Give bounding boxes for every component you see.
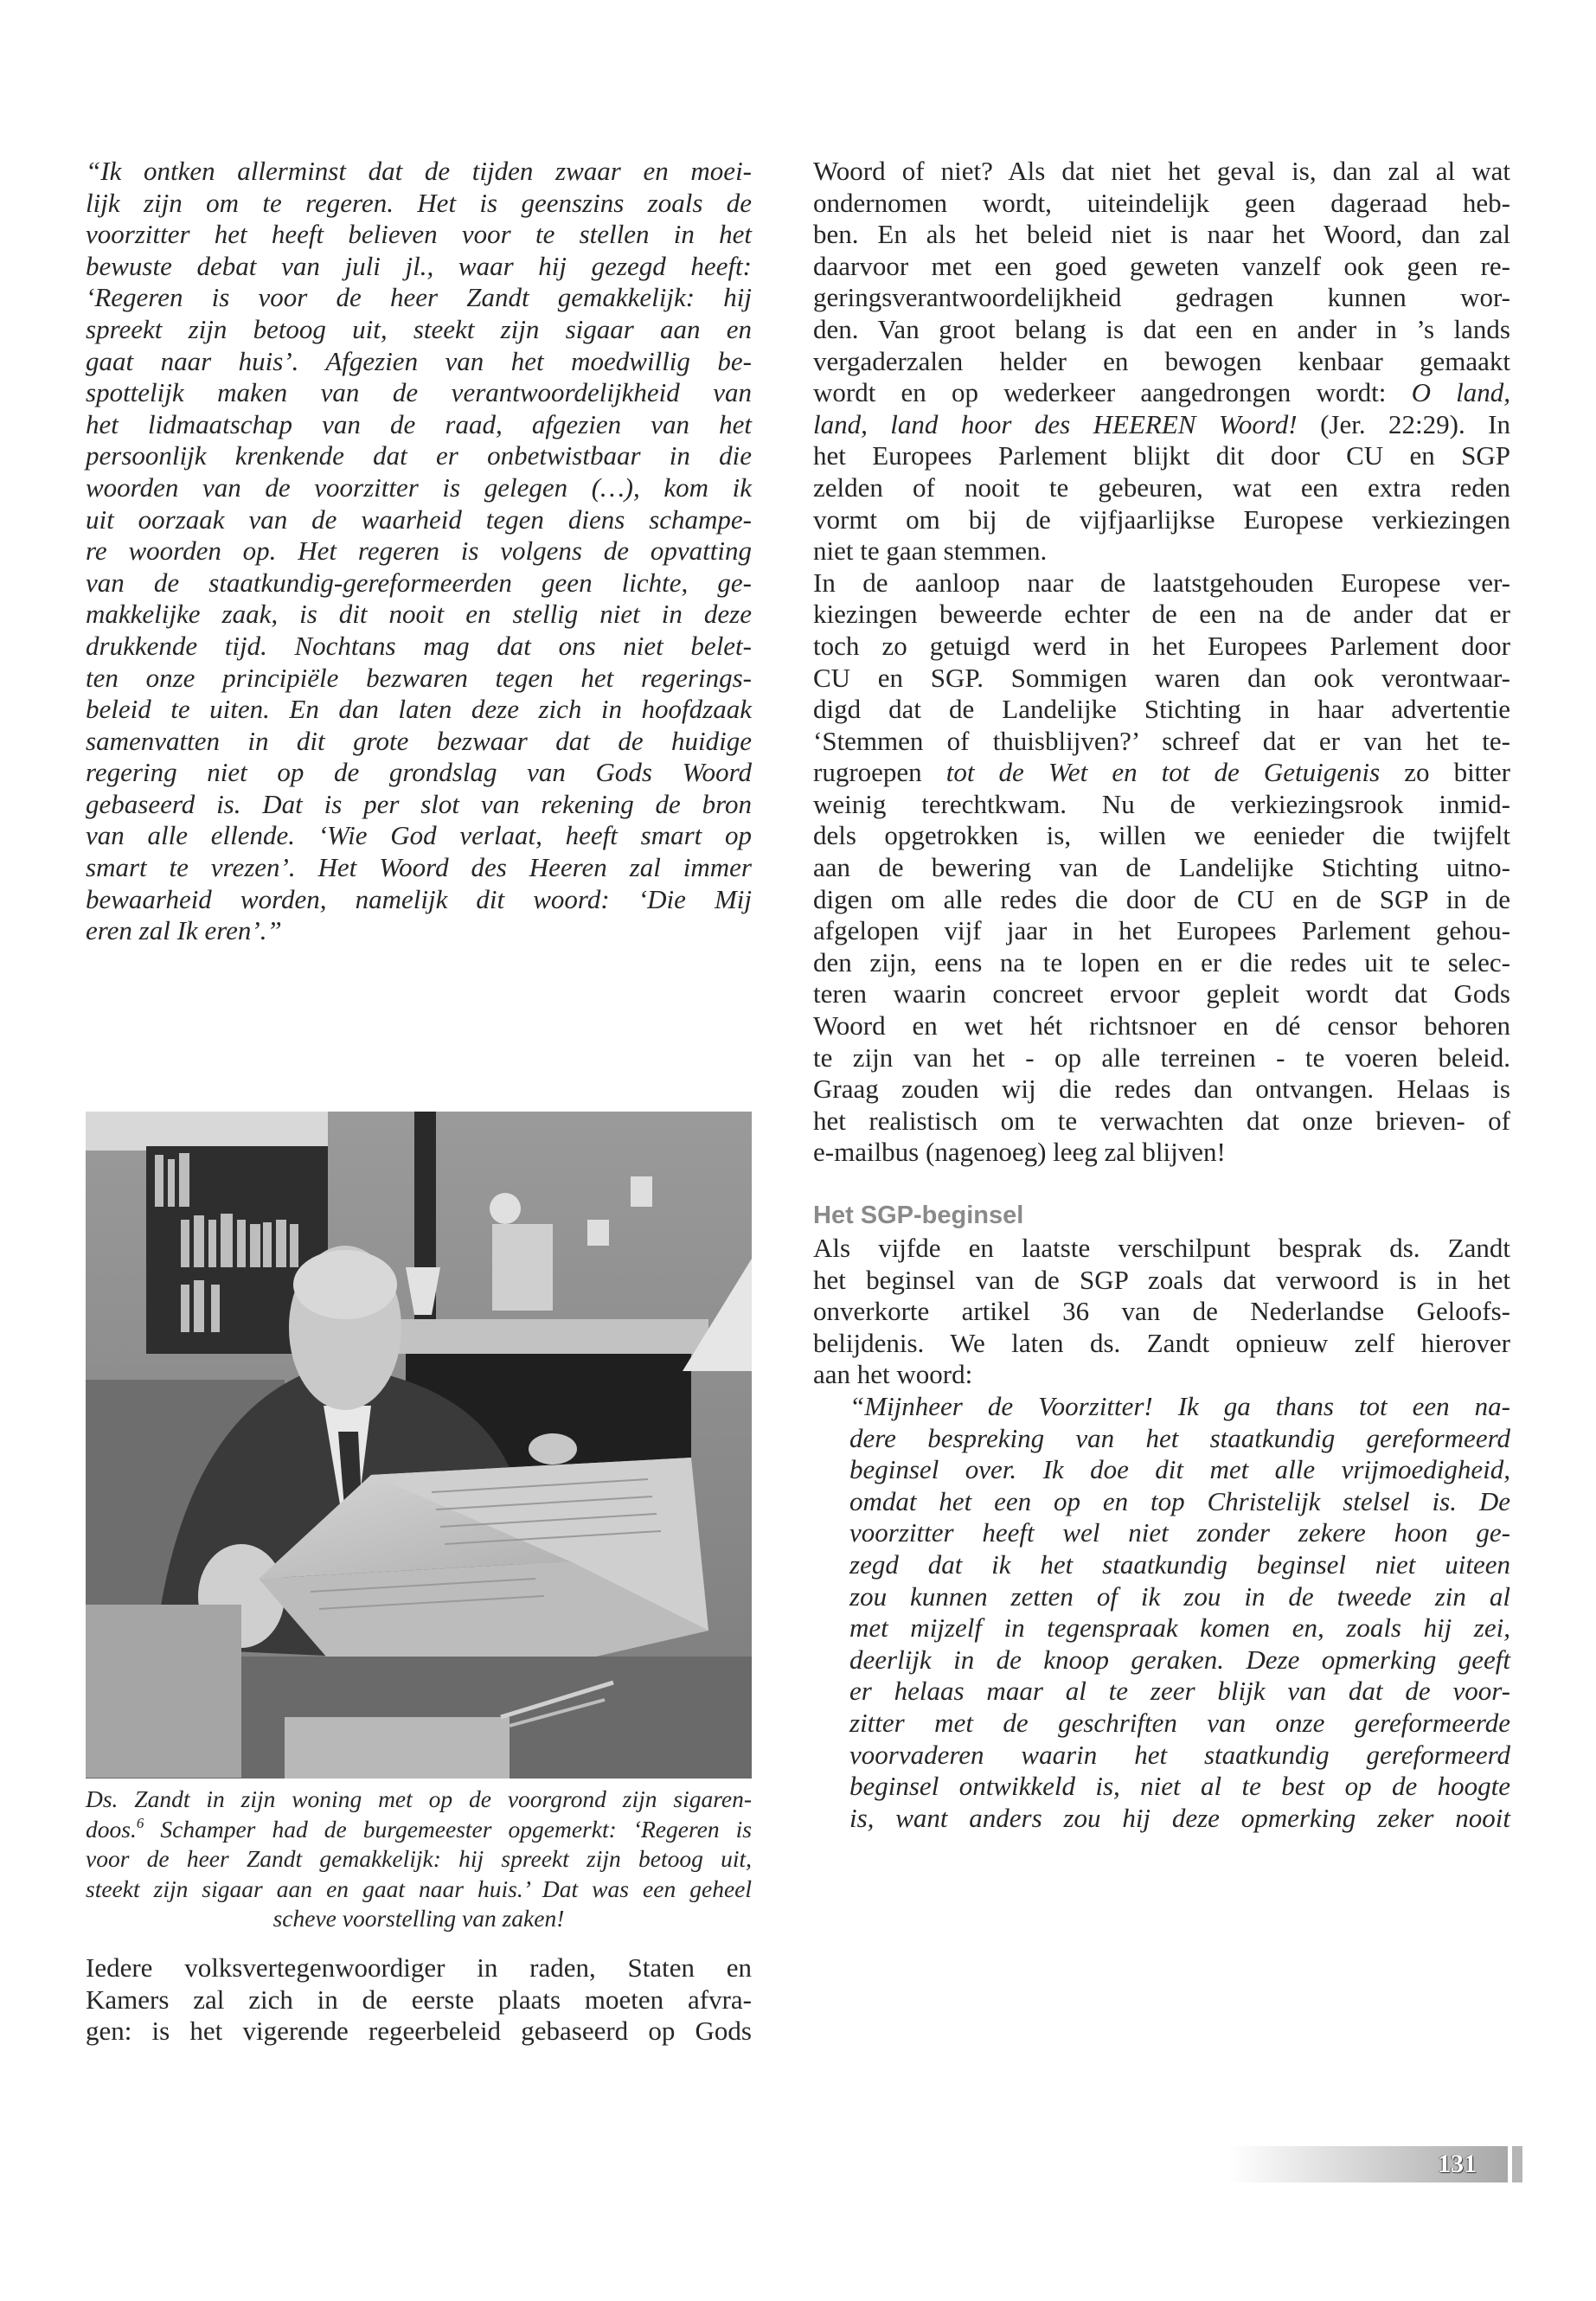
- text-line: ben. En als het beleid niet is naar het Woord, dan zal: [813, 219, 1510, 250]
- text-line: dere bespreking van het staatkundig gereformeerd: [849, 1422, 1510, 1453]
- text-line: het lidmaatschap van de raad, afgezien van het: [86, 408, 752, 439]
- text-line: re woorden op. Het regeren is volgens de opvatting: [86, 535, 752, 567]
- text-line: ‘Regeren is voor de heer Zandt gemakkelijk: hij: [86, 282, 752, 313]
- text-line: e-mailbus (nagenoeg) leeg zal blijven!: [813, 1137, 1226, 1168]
- text-line: voorzitter heeft wel niet zonder zekere hoon ge-: [849, 1517, 1510, 1548]
- photo-ds-zandt: [86, 1112, 752, 1779]
- text-line: [813, 409, 1510, 441]
- paragraph-3: [813, 1233, 1510, 1391]
- text-line: beginsel over. Ik doe dit met alle vrijmoedigheid,: [849, 1454, 1510, 1485]
- text-line: digen om alle redes die door de CU en de SGP in de: [813, 883, 1510, 914]
- page-number: 131: [1438, 2150, 1477, 2178]
- text-line: daarvoor met een goed geweten vanzelf ook geen re-: [813, 250, 1510, 281]
- section-heading: Het SGP-beginsel: [813, 1202, 1024, 1229]
- text-line: is, want anders zou hij deze opmerking zeker nooit: [849, 1802, 1510, 1833]
- text-line: bewuste debat van juli jl., waar hij gezegd heeft:: [86, 250, 752, 281]
- text-line: eren zal Ik eren’.”: [86, 915, 282, 946]
- photo-illustration: [86, 1112, 752, 1779]
- text-line: zitter met de geschriften van onze gereformeerde: [849, 1707, 1510, 1738]
- text-line: [813, 757, 1510, 789]
- text-line: Graag zouden wij die redes dan ontvangen. Helaas is: [813, 1074, 1510, 1105]
- text-line: aan het woord:: [813, 1359, 973, 1390]
- text-line: van alle ellende. ‘Wie God verlaat, heeft smart op: [86, 820, 752, 851]
- text-line: niet te gaan stemmen.: [813, 535, 1048, 567]
- photo-caption: [86, 1785, 752, 1934]
- text-line: belijdenis. We laten ds. Zandt opnieuw zelf hierover: [813, 1327, 1510, 1358]
- text-line: woorden van de voorzitter is gelegen (…), kom ik: [86, 471, 752, 503]
- paragraph-1: [813, 156, 1510, 567]
- text-line: beginsel ontwikkeld is, niet al te best op de hoogte: [849, 1771, 1510, 1802]
- text-line: uit oorzaak van de waarheid tegen diens schampe-: [86, 503, 752, 535]
- text-line: voorzitter het heeft believen voor te stellen in het: [86, 219, 752, 250]
- text-line: beleid te uiten. En dan laten deze zich in hoofdzaak: [86, 694, 752, 725]
- text-line: lijk zijn om te regeren. Het is geenszins zoals de: [86, 187, 752, 218]
- text-line: spottelijk maken van de verantwoordelijkheid van: [86, 377, 752, 408]
- text-line: zou kunnen zetten of ik zou in de tweede zin al: [849, 1580, 1510, 1612]
- text-line: samenvatten in dit grote bezwaar dat de huidige: [86, 725, 752, 756]
- text-line: het Europees Parlement blijkt dit door CU en SGP: [813, 440, 1510, 471]
- bible-quote: land, land hoor des HEEREN Woord!: [813, 408, 1298, 439]
- text-line: Woord of niet? Als dat niet het geval is, dan zal al wat: [813, 156, 1510, 186]
- right-quote-block: [813, 1391, 1510, 1834]
- text-line: het realistisch om te verwachten dat onze brieven- of: [813, 1105, 1510, 1136]
- text-line: ‘Stemmen of thuisblijven?’ schreef dat er van het te-: [813, 725, 1510, 756]
- text-line: het beginsel van de SGP zoals dat verwoord is in het: [813, 1264, 1510, 1295]
- text-line: den zijn, eens na te lopen en er die redes uit te selec-: [813, 946, 1510, 977]
- text-line: deerlijk in de knoop geraken. Deze opmerking geeft: [849, 1644, 1510, 1675]
- left-quote-block: [86, 156, 752, 947]
- text-line: afgelopen vijf jaar in het Europees Parlement gehou-: [813, 915, 1510, 946]
- text-line: er helaas maar al te zeer blijk van dat de voor-: [849, 1676, 1510, 1707]
- caption-line: Ds. Zandt in zijn woning met op de voorgrond zijn sigaren-: [86, 1785, 752, 1812]
- text-line: gen: is het vigerende regeerbeleid gebaseerd op Gods: [86, 2016, 752, 2047]
- left-body-paragraph: [86, 1952, 752, 2048]
- text-line: drukkende tijd. Nochtans mag dat ons niet belet-: [86, 630, 752, 661]
- text-line: CU en SGP. Sommigen waren dan ook verontwaar-: [813, 662, 1510, 693]
- text-line: te zijn van het - op alle terreinen - te voeren beleid.: [813, 1042, 1510, 1073]
- text-run: zo bitter: [1380, 757, 1510, 788]
- text-line: spreekt zijn betoog uit, steekt zijn sigaar aan en: [86, 313, 752, 344]
- text-line: gebaseerd is. Dat is per slot van rekening de bron: [86, 788, 752, 819]
- paragraph-2: [813, 567, 1510, 1169]
- text-line: ten onze principiële bezwaren tegen het regerings-: [86, 662, 752, 693]
- text-line: met mijzelf in tegenspraak komen en, zoals hij zei,: [849, 1612, 1510, 1644]
- text-line: weinig terechtkwam. Nu de verkiezingsrook inmid-: [813, 788, 1510, 819]
- text-run: rugroepen: [813, 757, 946, 788]
- text-line: toch zo getuigd werd in het Europees Parlement door: [813, 630, 1510, 661]
- text-line: zelden of nooit te gebeuren, wat een extra reden: [813, 471, 1510, 503]
- text-line: [813, 377, 1510, 409]
- text-run: wordt en op wederkeer aangedrongen wordt:: [813, 377, 1412, 408]
- text-line: makkelijke zaak, is dit nooit en stellig niet in deze: [86, 599, 752, 630]
- text-line: voorvaderen waarin het staatkundig gereformeerd: [849, 1739, 1510, 1770]
- text-line: persoonlijk krenkende dat er onbetwistbaar in die: [86, 440, 752, 471]
- bible-quote: O land,: [1411, 377, 1510, 408]
- caption-line: [86, 1815, 752, 1845]
- caption-text: doos.: [86, 1815, 137, 1843]
- text-line: Als vijfde en laatste verschilpunt besprak ds. Zandt: [813, 1233, 1510, 1263]
- footer-accent-block: [1512, 2146, 1522, 2182]
- text-line: geringsverantwoordelijkheid gedragen kunnen wor-: [813, 282, 1510, 313]
- text-line: vormt om bij de vijfjaarlijkse Europese verkiezingen: [813, 503, 1510, 535]
- caption-line: voor de heer Zandt gemakkelijk: hij spreekt zijn betoog uit,: [86, 1845, 752, 1872]
- caption-line: steekt zijn sigaar aan en gaat naar huis.’ Dat was een geheel: [86, 1875, 752, 1902]
- caption-line: scheve voorstelling van zaken!: [272, 1905, 565, 1932]
- text-line: ondernomen wordt, uiteindelijk geen dageraad heb-: [813, 187, 1510, 218]
- text-line: teren waarin concreet ervoor gepleit wordt dat Gods: [813, 978, 1510, 1009]
- page-footer-bar: [1228, 2146, 1508, 2182]
- text-line: In de aanloop naar de laatstgehouden Europese ver-: [813, 567, 1510, 598]
- text-line: van de staatkundig-gereformeerden geen lichte, ge-: [86, 567, 752, 598]
- caption-text: Schamper had de burgemeester opgemerkt: ‘Regeren is: [144, 1815, 752, 1843]
- text-line: kiezingen beweerde echter de een na de ander dat er: [813, 599, 1510, 630]
- text-line: zegd dat ik het staatkundig beginsel niet uiteen: [849, 1548, 1510, 1580]
- text-line: smart te vrezen’. Het Woord des Heeren zal immer: [86, 852, 752, 883]
- text-line: digd dat de Landelijke Stichting in haar advertentie: [813, 694, 1510, 725]
- text-line: omdat het een op en top Christelijk stelsel is. De: [849, 1485, 1510, 1516]
- text-line: “Mijnheer de Voorzitter! Ik ga thans tot een na-: [849, 1390, 1510, 1421]
- text-run: (Jer. 22:29). In: [1297, 408, 1510, 439]
- text-line: regering niet op de grondslag van Gods Woord: [86, 757, 752, 788]
- text-line: Kamers zal zich in de eerste plaats moeten afvra-: [86, 1984, 752, 2015]
- italic-phrase: tot de Wet en tot de Getuigenis: [945, 757, 1381, 788]
- text-line: den. Van groot belang is dat een en ander in ’s lands: [813, 313, 1510, 344]
- text-line: vergaderzalen helder en bewogen kenbaar gemaakt: [813, 345, 1510, 376]
- text-line: aan de bewering van de Landelijke Stichting uitno-: [813, 852, 1510, 883]
- text-line: Woord en wet hét richtsnoer en dé censor behoren: [813, 1010, 1510, 1042]
- text-line: Iedere volksvertegenwoordiger in raden, Staten en: [86, 1952, 752, 1983]
- text-line: dels opgetrokken is, willen we eenieder die twijfelt: [813, 820, 1510, 851]
- text-line: gaat naar huis’. Afgezien van het moedwillig be-: [86, 345, 752, 376]
- right-column: [813, 156, 1510, 1834]
- footnote-marker[interactable]: 6: [136, 1814, 144, 1831]
- text-line: “Ik ontken allerminst dat de tijden zwaar en moei-: [86, 156, 752, 186]
- text-line: bewaarheid worden, namelijk dit woord: ‘Die Mij: [86, 883, 752, 914]
- text-line: onverkorte artikel 36 van de Nederlandse Geloofs-: [813, 1296, 1510, 1327]
